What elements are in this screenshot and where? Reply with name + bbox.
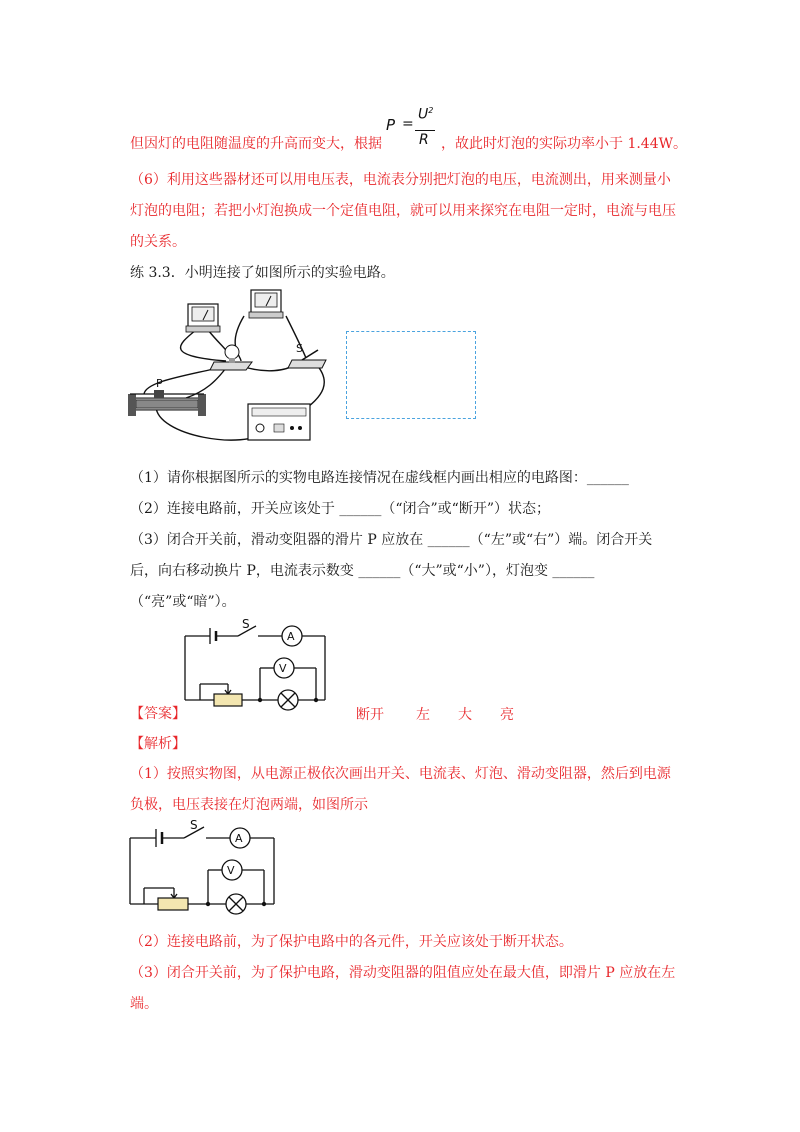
- diagram-ammeter-label: A: [287, 630, 295, 643]
- formula-eq: =: [402, 116, 414, 132]
- analysis-p2: （2）连接电路前，为了保护电路中的各元件，开关应该处于断开状态。: [130, 934, 573, 950]
- analysis-p3-line2: 端。: [130, 996, 158, 1012]
- question-1: （1）请你根据图所示的实物电路连接情况在虚线框内画出相应的电路图：______: [130, 470, 629, 486]
- diagram-voltmeter-label: V: [279, 662, 287, 675]
- power-supply-icon: [248, 404, 310, 440]
- switch-label: S: [296, 342, 303, 355]
- bulb-device-icon: [210, 345, 252, 370]
- answer-item-4: 亮: [500, 707, 514, 723]
- answer-circuit-diagram: [180, 618, 330, 714]
- answer-label: 【答案】: [130, 706, 186, 722]
- prev-p6-line1: （6）利用这些器材还可以用电压表，电流表分别把灯泡的电压，电流测出，用来测量小: [130, 172, 671, 188]
- prev-p6-line2: 灯泡的电阻；若把小灯泡换成一个定值电阻，就可以用来探究在电阻一定时，电流与电压: [130, 203, 676, 219]
- answer-item-3: 大: [458, 707, 472, 723]
- formula-lhs: P: [386, 116, 396, 134]
- analysis-p3-line1: （3）闭合开关前，为了保护电路，滑动变阻器的阻值应处在最大值，即滑片 P 应放在左: [130, 965, 676, 981]
- analysis-p1-line2: 负极，电压表接在灯泡两端，如图所示: [130, 797, 368, 813]
- question-title: 练 3.3．小明连接了如图所示的实验电路。: [130, 265, 395, 281]
- apparatus-figure: [126, 286, 336, 448]
- analysis-label: 【解析】: [130, 736, 186, 752]
- voltmeter-device-icon: [249, 290, 283, 318]
- question-3-line1: （3）闭合开关前，滑动变阻器的滑片 P 应放在 ______（“左”或“右”）端。闭合开关: [130, 532, 653, 548]
- formula-fraction-bar: [415, 130, 435, 131]
- analysis-circuit-diagram: [124, 818, 280, 918]
- answer-item-1: 断开: [356, 707, 384, 723]
- question-2: （2）连接电路前，开关应该处于 ______（“闭合”或“断开”）状态；: [130, 501, 550, 517]
- rheostat-device-icon: [128, 377, 206, 416]
- slider-label: P: [156, 377, 163, 390]
- prev-p6-line3: 的关系。: [130, 234, 186, 250]
- formula-numerator: $U^2$: [418, 106, 434, 123]
- diagram-switch-label: S: [242, 618, 250, 631]
- knife-switch-icon: [288, 342, 326, 368]
- prev-line1-after: ，故此时灯泡的实际功率小于 1.44W。: [441, 136, 688, 152]
- analysis-switch-label: S: [190, 818, 198, 832]
- analysis-ammeter-label: A: [235, 832, 243, 845]
- analysis-p1-line1: （1）按照实物图，从电源正极依次画出开关、电流表、灯泡、滑动变阻器，然后到电源: [130, 766, 671, 782]
- ammeter-device-icon: [186, 304, 220, 332]
- power-formula: [386, 106, 438, 152]
- question-3-line3: （“亮”或“暗”）。: [130, 594, 236, 610]
- analysis-voltmeter-label: V: [227, 864, 235, 877]
- question-3-line2: 后，向右移动换片 P，电流表示数变 ______（“大”或“小”），灯泡变 ______: [130, 563, 595, 579]
- formula-denominator: R: [419, 132, 429, 148]
- prev-line1-before: 但因灯的电阻随温度的升高而变大，根据: [130, 136, 382, 152]
- answer-item-2: 左: [416, 707, 430, 723]
- circuit-answer-box: [346, 331, 476, 419]
